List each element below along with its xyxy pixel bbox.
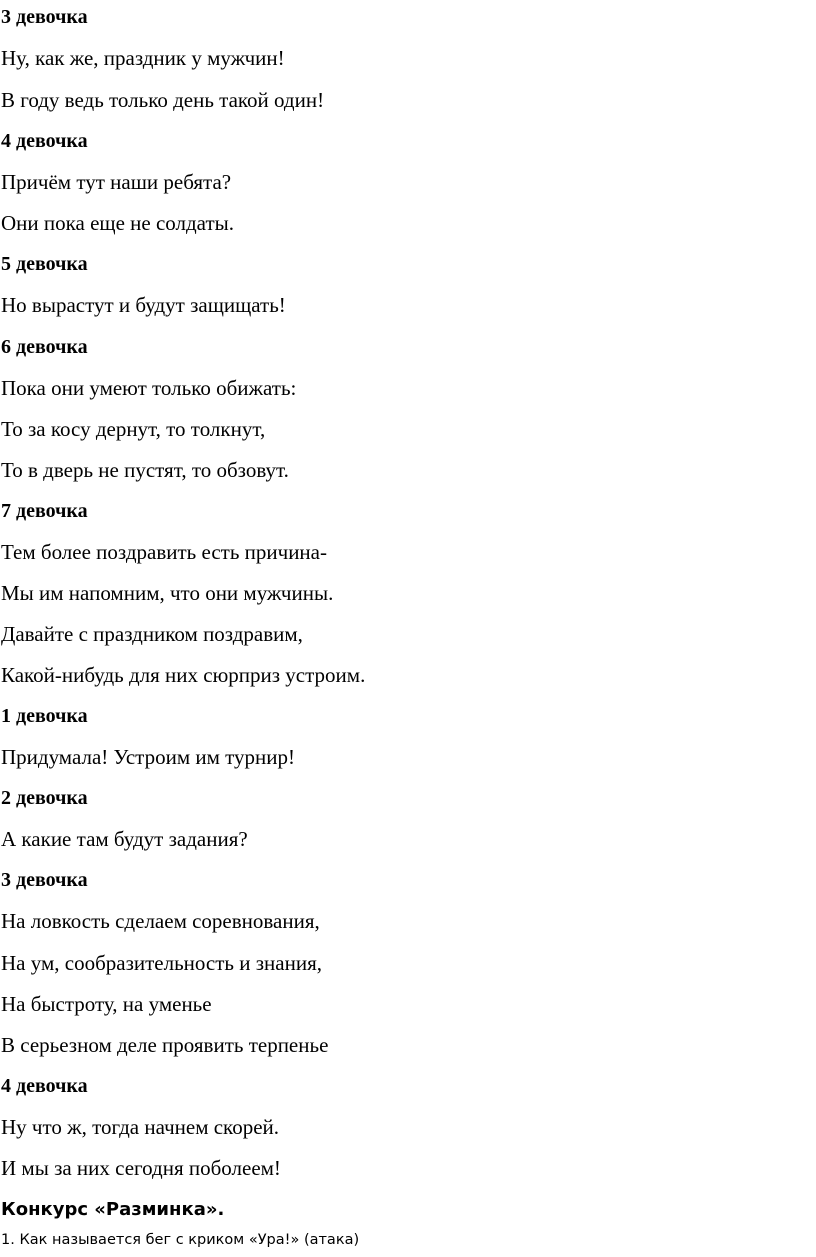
speaker-label: 1 девочка (1, 705, 88, 727)
verse-line: Они пока еще не солдаты. (1, 211, 234, 235)
verse-line: Причём тут наши ребята? (1, 170, 232, 194)
verse-line: Но вырастут и будут защищать! (1, 293, 286, 317)
verse-line: Придумала! Устроим им турнир! (1, 745, 296, 769)
verse-line: Ну что ж, тогда начнем скорей. (1, 1115, 280, 1139)
verse-line: То в дверь не пустят, то обзовут. (1, 458, 289, 482)
verse-line: Пока они умеют только обижать: (1, 376, 297, 400)
verse-line: То за косу дернут, то толкнут, (1, 417, 266, 441)
speaker-label: 4 девочка (1, 1075, 88, 1097)
verse-line: На ум, сообразительность и знания, (1, 951, 322, 975)
speaker-label: 3 девочка (1, 869, 88, 891)
verse-line: Ну, как же, праздник у мужчин! (1, 46, 285, 70)
verse-line: Какой-нибудь для них сюрприз устроим. (1, 663, 366, 687)
verse-line: В серьезном деле проявить терпенье (1, 1033, 329, 1057)
speaker-label: 2 девочка (1, 787, 88, 809)
speaker-label: 7 девочка (1, 500, 88, 522)
verse-line: А какие там будут задания? (1, 827, 248, 851)
verse-line: На быстроту, на уменье (1, 992, 212, 1016)
contest-heading: Конкурс «Разминка». (1, 1199, 225, 1220)
speaker-label: 4 девочка (1, 130, 88, 152)
verse-line: Давайте с праздником поздравим, (1, 622, 303, 646)
verse-line: Мы им напомним, что они мужчины. (1, 581, 334, 605)
speaker-label: 5 девочка (1, 253, 88, 275)
speaker-label: 3 девочка (1, 6, 88, 28)
verse-line: На ловкость сделаем соревнования, (1, 909, 320, 933)
verse-line: В году ведь только день такой один! (1, 88, 325, 112)
speaker-label: 6 девочка (1, 336, 88, 358)
verse-line: И мы за них сегодня поболеем! (1, 1156, 281, 1180)
verse-line: Тем более поздравить есть причина- (1, 540, 327, 564)
contest-question: 1. Как называется бег с криком «Ура!» (атака) (1, 1232, 360, 1248)
